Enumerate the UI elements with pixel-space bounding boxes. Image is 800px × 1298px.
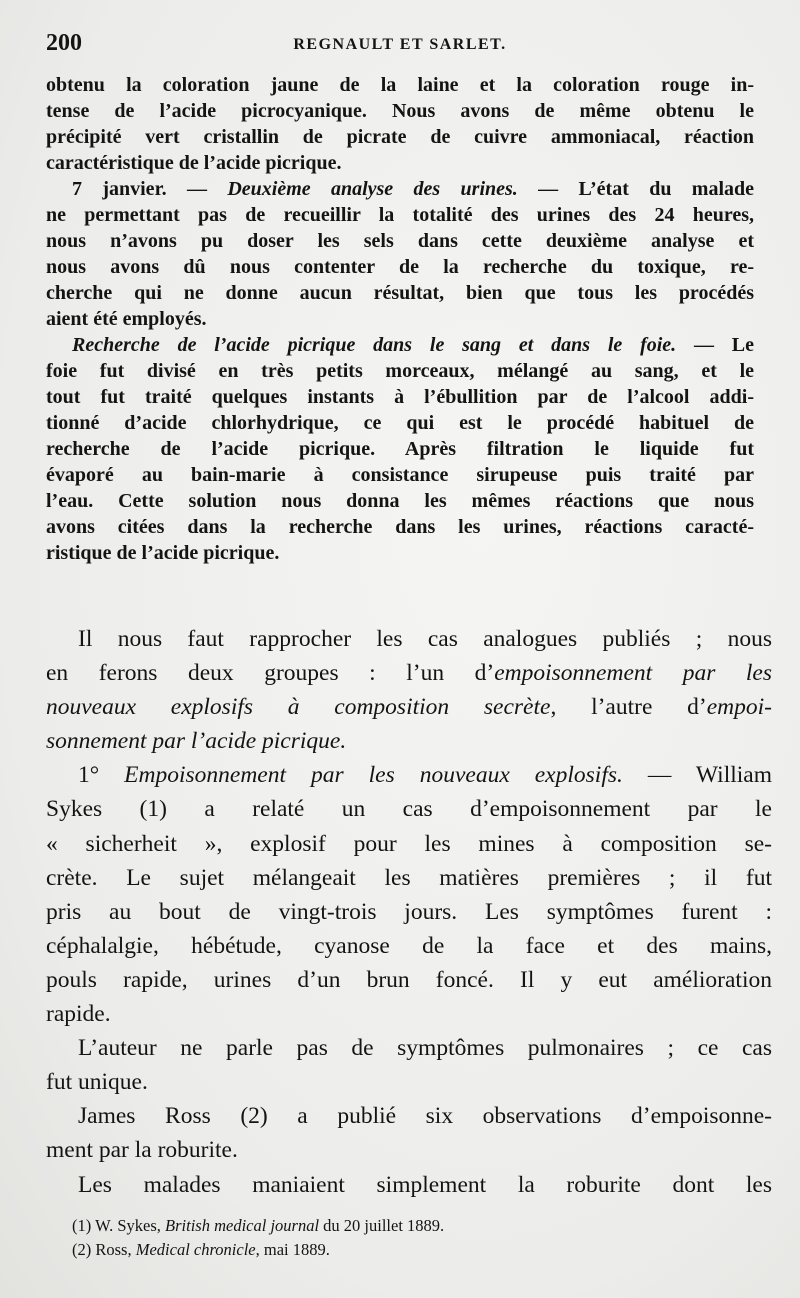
text-line: évaporé au bain-marie à consistance sirupeuse puis traité par	[46, 464, 754, 486]
italic-heading: Recherche de l’acide picrique dans le sang et dans le foie.	[72, 334, 677, 356]
text-line: Sykes (1) a relaté un cas d’empoisonnement par le	[46, 796, 772, 823]
text-line: fut unique.	[46, 1069, 148, 1096]
text-line: l’eau. Cette solution nous donna les mêmes réactions que nous	[46, 490, 754, 512]
text-line: foie fut divisé en très petits morceaux, mélangé au sang, et le	[46, 360, 754, 382]
text-line: Recherche de l’acide picrique dans le sang et dans le foie. — Le	[72, 334, 755, 356]
text-line: nouveaux explosifs à composition secrète, l’autre d’empoi-	[46, 694, 772, 721]
running-head: REGNAULT ET SARLET.	[293, 36, 507, 53]
page-number: 200	[46, 30, 82, 56]
text-line: en ferons deux groupes : l’un d’empoisonnement par les	[46, 660, 772, 687]
footnotes	[72, 1214, 672, 1262]
text-line: James Ross (2) a publié six observations d’empoisonne-	[78, 1103, 772, 1130]
text-line: céphalalgie, hébétude, cyanose de la face et des mains,	[46, 932, 772, 959]
text-line: ment par la roburite.	[46, 1137, 238, 1164]
text-line: nous n’avons pu doser les sels dans cette deuxième analyse et	[46, 230, 754, 252]
text-line: rapide.	[46, 1001, 111, 1028]
footnote: (2) Ross, Medical chronicle, mai 1889.	[72, 1240, 330, 1259]
italic-heading: Deuxième analyse des urines.	[227, 178, 518, 200]
text-line: cherche qui ne donne aucun résultat, bien que tous les procédés	[46, 282, 754, 304]
italic-heading: Empoisonnement par les nouveaux explosifs.	[124, 762, 623, 789]
text-line: tense de l’acide picrocyanique. Nous avons de même obtenu le	[46, 100, 754, 122]
text-line: caractéristique de l’acide picrique.	[46, 152, 342, 174]
text-line: pris au bout de vingt-trois jours. Les symptômes furent :	[46, 898, 772, 925]
text-line: nous avons dû nous contenter de la recherche du toxique, re-	[46, 256, 754, 278]
small-print-block	[46, 72, 754, 566]
page-header	[46, 30, 754, 58]
text-line: 1° Empoisonnement par les nouveaux explosifs. — William	[78, 762, 772, 789]
text-line: 7 janvier. — Deuxième analyse des urines. — L’état du malade	[72, 178, 755, 200]
text-line: L’auteur ne parle pas de symptômes pulmonaires ; ce cas	[78, 1035, 772, 1062]
text-line: pouls rapide, urines d’un brun foncé. Il y eut amélioration	[46, 966, 772, 993]
text-line: Les malades maniaient simplement la roburite dont les	[78, 1171, 772, 1198]
text-line: « sicherheit », explosif pour les mines à composition se-	[46, 830, 772, 857]
text-line: ne permettant pas de recueillir la totalité des urines des 24 heures,	[46, 204, 754, 226]
text-line: ristique de l’acide picrique.	[46, 542, 280, 564]
large-print-block	[46, 622, 772, 1202]
text-line: tionné d’acide chlorhydrique, ce qui est le procédé habituel de	[46, 412, 754, 434]
text-line: Il nous faut rapprocher les cas analogues publiés ; nous	[78, 626, 772, 652]
footnote: (1) W. Sykes, British medical journal du 20 juillet 1889.	[72, 1216, 445, 1235]
text-line: sonnement par l’acide picrique.	[46, 728, 347, 755]
text-line: crète. Le sujet mélangeait les matières premières ; il fut	[46, 864, 772, 891]
text-line: aient été employés.	[46, 308, 207, 330]
text-line: tout fut traité quelques instants à l’ébullition par de l’alcool addi-	[46, 386, 754, 408]
text-line: précipité vert cristallin de picrate de cuivre ammoniacal, réaction	[46, 126, 754, 148]
text-line: avons citées dans la recherche dans les urines, réactions caracté-	[46, 516, 754, 538]
text-line: recherche de l’acide picrique. Après filtration le liquide fut	[46, 438, 754, 460]
text-line: obtenu la coloration jaune de la laine et la coloration rouge in-	[46, 74, 754, 96]
